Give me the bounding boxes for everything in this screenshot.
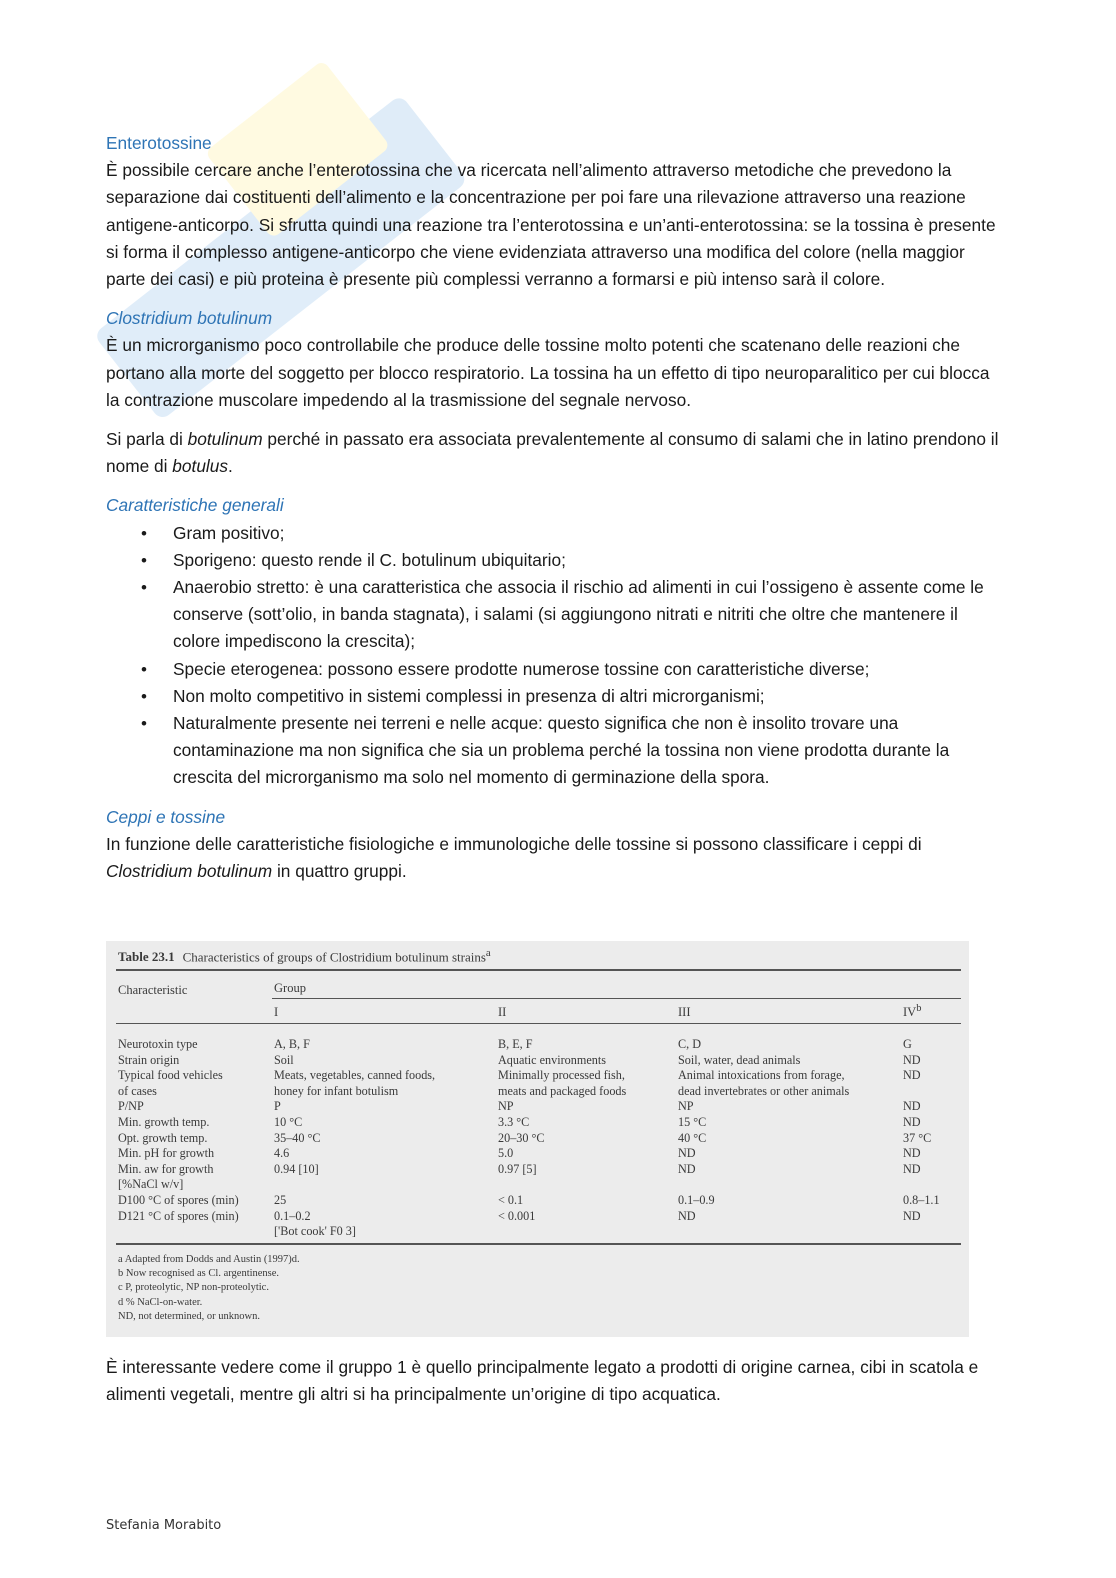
- table-row-label: Opt. growth temp.: [118, 1130, 208, 1145]
- table-caption-label: Table 23.1: [118, 949, 175, 965]
- header-group-ii: II: [498, 1005, 507, 1019]
- table-cell: ND: [678, 1146, 696, 1161]
- table-row-label: of cases: [118, 1083, 157, 1098]
- header-characteristic: Characteristic: [118, 983, 188, 997]
- table-cell: 40 °C: [678, 1130, 707, 1145]
- table-cell: [274, 1177, 435, 1193]
- table-cell: ND: [903, 1146, 921, 1161]
- table-cell: 15 °C: [678, 1114, 707, 1129]
- header-group-iv-label: IV: [903, 1005, 917, 1020]
- bullet-item: • Sporigeno: questo rende il C. botulinum ubiquitario;: [173, 547, 1006, 574]
- column-group-iii: [678, 1037, 849, 1240]
- table-cell: 20–30 °C: [498, 1130, 545, 1145]
- footnote: d % NaCl-on-water.: [118, 1296, 203, 1308]
- table-cell: ND: [903, 1161, 921, 1176]
- table-cell: ND: [903, 1114, 921, 1129]
- table-cell: ['Bot cook' F0 3]: [274, 1224, 356, 1239]
- table-cell: 35–40 °C: [274, 1130, 321, 1145]
- table-cell: ND: [903, 1052, 921, 1067]
- table-row-label: [%NaCl w/v]: [118, 1177, 184, 1192]
- table-cell: 0.94 [10]: [274, 1161, 319, 1176]
- bullet-item: • Specie eterogenea: possono essere prodotte numerose tossine con caratteristiche diverse;: [173, 656, 1006, 683]
- table-cell: C, D: [678, 1037, 702, 1051]
- table-cell: 10 °C: [274, 1114, 303, 1129]
- table-caption-sup: a: [485, 947, 491, 959]
- table-cell: B, E, F: [498, 1037, 533, 1051]
- table-cell: Aquatic environments: [498, 1052, 606, 1067]
- column-characteristic: [118, 1037, 239, 1240]
- italic-term: botulus: [172, 456, 229, 477]
- table-cell: 25: [274, 1192, 287, 1207]
- table-cell: 0.97 [5]: [498, 1161, 537, 1176]
- table-cell: dead invertebrates or other animals: [678, 1083, 850, 1098]
- table-caption: [118, 947, 491, 965]
- table-cell: 0.1–0.2: [274, 1208, 311, 1223]
- table-cell: Animal intoxications from forage,: [678, 1068, 845, 1083]
- table-cell: 3.3 °C: [498, 1114, 530, 1129]
- text-span: In funzione delle caratteristiche fisiologiche e immunologiche delle tossine si possono classificare i ceppi di: [106, 833, 922, 854]
- para-enterotossine: È possibile cercare anche l’enterotossina che va ricercata nell’alimento attraverso metodiche che prevedono la separazione dai costituenti dell’alimento e la concentrazione per poi fare una rilevazione attraverso una reazione antigene-anticorpo. Si sfrutta quindi una reazione tra l’enterotossina e un’anti-enterotossina: se la tossina è presente si forma il complesso antigene-anticorpo che viene evidenziata attraverso una modifica del colore (nella maggior parte dei casi) e più proteina è presente più complessi verranno a formarsi e più intenso sarà il colore.: [106, 160, 996, 290]
- table-cell: NP: [498, 1099, 514, 1114]
- para-closing: È interessante vedere come il gruppo 1 è quello principalmente legato a prodotti di origine carnea, cibi in scatola e alimenti vegetali, mentre gli altri si ha principalmente un’origine di tipo acquatica.: [106, 1357, 979, 1405]
- table-cell: 37 °C: [903, 1130, 932, 1145]
- table-caption-text: Characteristics of groups of Clostridium botulinum strains: [182, 949, 486, 965]
- table-row-label: P/NP: [118, 1099, 144, 1114]
- table-cell: < 0.001: [498, 1208, 536, 1223]
- table-cell: 4.6: [274, 1146, 290, 1161]
- header-group-iv-sup: b: [916, 1003, 922, 1014]
- header-group-iii: III: [678, 1005, 691, 1019]
- table-cell: Meats, vegetables, canned foods,: [274, 1068, 436, 1083]
- table-cell: [903, 1224, 940, 1240]
- italic-term: botulinum: [187, 429, 263, 450]
- table-row-label: D121 °C of spores (min): [118, 1208, 239, 1223]
- table-cell: 0.1–0.9: [678, 1192, 715, 1207]
- table-cell: honey for infant botulism: [274, 1083, 399, 1098]
- table-cell: 0.8–1.1: [903, 1192, 940, 1207]
- bullet-item: • Gram positivo;: [173, 520, 1006, 547]
- footnote: a Adapted from Dodds and Austin (1997)d.: [118, 1254, 300, 1265]
- text-span: .: [228, 456, 233, 477]
- table-rule-group: [272, 998, 961, 999]
- table-cell: [903, 1177, 940, 1193]
- table-cell: NP: [678, 1099, 694, 1114]
- italic-term: Clostridium botulinum: [106, 861, 273, 882]
- column-group-ii: [498, 1037, 626, 1240]
- footnote: b Now recognised as Cl. argentinense.: [118, 1268, 280, 1280]
- table-row-label: Min. growth temp.: [118, 1114, 210, 1129]
- para-clostridium-2: [106, 426, 1006, 480]
- table-cell: A, B, F: [274, 1037, 310, 1051]
- footnote: c P, proteolytic, NP non-proteolytic.: [118, 1282, 269, 1294]
- header-group-iv: [903, 1003, 921, 1020]
- table-row-label: D100 °C of spores (min): [118, 1192, 239, 1207]
- para-clostridium-1: È un microrganismo poco controllabile che produce delle tossine molto potenti che scatenano delle reazioni che portano alla morte del soggetto per blocco respiratorio. La tossina ha un effetto di tipo neuroparalitico per cui blocca la contrazione muscolare impedendo al la trasmissione del segnale nervoso.: [106, 335, 990, 410]
- heading-caratteristiche: Caratteristiche generali: [106, 495, 284, 516]
- table-cell: [903, 1084, 940, 1100]
- table-cell: [678, 1177, 849, 1193]
- table-cell: [498, 1224, 626, 1240]
- para-ceppi: [106, 831, 1006, 885]
- table-cell: P: [274, 1099, 281, 1114]
- bullet-item: • Non molto competitivo in sistemi complessi in presenza di altri microrganismi;: [173, 683, 1006, 710]
- table-cell: 5.0: [498, 1146, 514, 1161]
- bullet-item: • Anaerobio stretto: è una caratteristica che associa il rischio ad alimenti in cui l’ossigeno è assente come le conserve (sott’olio, in banda stagnata), i salami (si aggiungono nitrati e nitriti che oltre che mantenere il colore impediscono la crescita);: [173, 574, 1006, 656]
- column-group-i: [274, 1037, 435, 1240]
- bullet-list-caratteristiche: [106, 520, 1006, 792]
- table-row-label: Min. pH for growth: [118, 1146, 215, 1161]
- table-cell: ND: [903, 1099, 921, 1114]
- table-cell: meats and packaged foods: [498, 1083, 627, 1098]
- heading-ceppi: Ceppi e tossine: [106, 806, 226, 827]
- table-rule-top: [116, 969, 961, 971]
- table-row-label: Neurotoxin type: [118, 1037, 198, 1051]
- footnote: ND, not determined, or unknown.: [118, 1310, 261, 1322]
- table-cell: G: [903, 1037, 912, 1051]
- table-cell: < 0.1: [498, 1192, 524, 1207]
- table-cell: ND: [903, 1068, 921, 1083]
- header-group-i: I: [274, 1005, 279, 1019]
- document-body: [106, 130, 1006, 897]
- column-group-iv: [903, 1037, 940, 1240]
- header-group: Group: [274, 981, 306, 995]
- table-cell: Soil, water, dead animals: [678, 1052, 801, 1067]
- table-footnotes: [118, 1253, 300, 1324]
- table-cell: ND: [678, 1161, 696, 1176]
- text-span: Si parla di: [106, 429, 188, 450]
- table-characteristics: [106, 941, 969, 1337]
- table-row-label: Strain origin: [118, 1052, 180, 1067]
- table-cell: [678, 1224, 849, 1240]
- heading-clostridium: Clostridium botulinum: [106, 308, 273, 329]
- table-cell: [498, 1177, 626, 1193]
- table-cell: ND: [903, 1208, 921, 1223]
- text-span: in quattro gruppi.: [272, 861, 407, 882]
- table-rule-bottom: [116, 1243, 961, 1245]
- table-rule-header: [116, 1023, 961, 1024]
- table-row-label: Min. aw for growth: [118, 1161, 214, 1176]
- table-cell: ND: [678, 1208, 696, 1223]
- table-row-label: [118, 1224, 239, 1240]
- text-span: perché in passato era associata prevalentemente al consumo di salami che in latino prendono il nome di: [106, 429, 999, 477]
- table-row-label: Typical food vehicles: [118, 1068, 223, 1083]
- table-cell: Soil: [274, 1052, 294, 1067]
- bullet-item: • Naturalmente presente nei terreni e nelle acque: questo significa che non è insolito trovare una contaminazione ma non significa che sia un problema perché la tossina non viene prodotta durante la crescita del microrganismo ma solo nel momento di germinazione della spora.: [173, 710, 1006, 792]
- footer-author: Stefania Morabito: [106, 1518, 222, 1533]
- heading-enterotossine: Enterotossine: [106, 133, 212, 153]
- table-cell: Minimally processed fish,: [498, 1068, 625, 1083]
